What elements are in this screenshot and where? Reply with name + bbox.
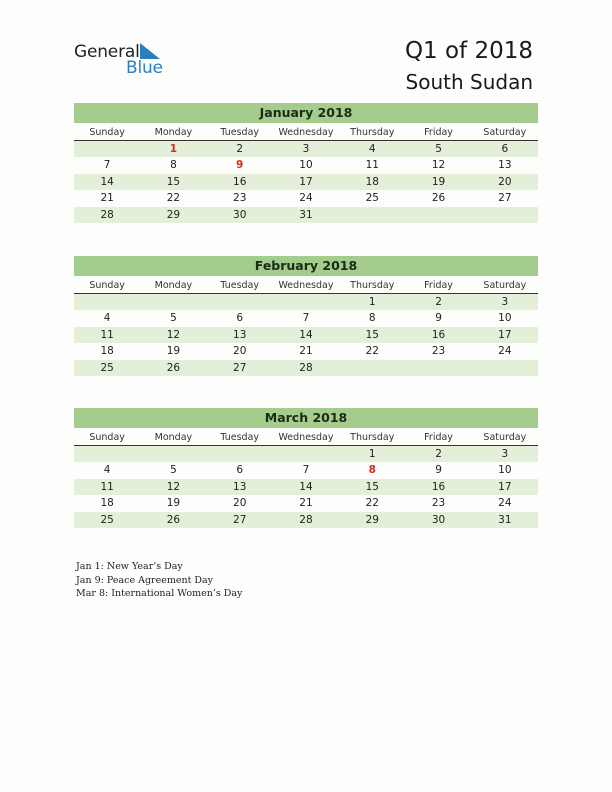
week-row <box>74 207 538 223</box>
weekday-label: Saturday <box>483 432 527 443</box>
day-cell: 15 <box>365 328 379 341</box>
day-cell: 5 <box>435 143 442 155</box>
day-cell: 9 <box>435 312 442 325</box>
day-cell <box>273 446 339 462</box>
day-cell: 31 <box>498 513 512 526</box>
holiday-note: Jan 1: New Year’s Day <box>76 561 183 572</box>
weekday-label: Monday <box>154 127 193 138</box>
month-title: February 2018 <box>74 256 538 276</box>
day-cell: 28 <box>100 208 114 221</box>
logo-word-general: General <box>74 42 140 62</box>
day-cell: 9 <box>435 464 442 477</box>
day-cell: 30 <box>233 208 247 221</box>
day-cell: 16 <box>233 175 247 188</box>
day-cell: 1 <box>368 296 376 308</box>
week-row <box>74 190 538 206</box>
day-cell: 25 <box>100 513 114 526</box>
day-cell <box>472 207 538 223</box>
day-cell: 29 <box>365 513 379 526</box>
week-row <box>74 462 538 478</box>
day-cell: 8 <box>368 464 376 477</box>
day-cell: 5 <box>170 464 177 477</box>
day-cell: 8 <box>368 312 376 325</box>
day-cell: 24 <box>498 497 512 510</box>
day-cell: 6 <box>501 143 509 155</box>
day-cell <box>74 141 140 157</box>
day-cell: 21 <box>299 345 313 358</box>
day-cell <box>405 360 471 376</box>
day-cell: 18 <box>100 497 114 510</box>
week-row <box>74 294 538 310</box>
weekday-label: Monday <box>154 280 193 291</box>
day-cell: 13 <box>233 328 247 341</box>
day-cell: 24 <box>299 192 313 205</box>
day-cell: 10 <box>299 159 313 172</box>
week-row <box>74 157 538 173</box>
day-cell: 23 <box>431 345 446 358</box>
day-cell: 6 <box>236 312 244 325</box>
holiday-notes <box>76 560 242 601</box>
weekday-label: Friday <box>424 280 453 291</box>
day-cell: 28 <box>299 513 313 526</box>
day-cell: 15 <box>365 480 379 493</box>
day-cell: 10 <box>498 312 512 325</box>
day-cell: 14 <box>299 480 313 493</box>
weekday-label: Monday <box>154 432 193 443</box>
week-row <box>74 343 538 359</box>
week-row <box>74 479 538 495</box>
logo-word-blue: Blue <box>126 58 163 78</box>
day-cell: 17 <box>498 328 512 341</box>
day-cell: 12 <box>166 480 181 493</box>
weekday-label: Friday <box>424 432 453 443</box>
day-cell: 18 <box>100 345 114 358</box>
day-cell: 26 <box>166 513 181 526</box>
week-row <box>74 327 538 343</box>
day-cell <box>140 446 206 462</box>
country-name: South Sudan <box>405 70 533 94</box>
logo-triangle-icon <box>140 43 162 59</box>
day-cell: 2 <box>435 296 442 308</box>
page-title: Q1 of 2018 <box>404 38 533 64</box>
weekday-label: Tuesday <box>220 127 260 138</box>
day-cell: 4 <box>368 143 376 155</box>
day-cell: 30 <box>431 513 446 526</box>
day-cell: 5 <box>170 312 177 325</box>
day-cell: 29 <box>166 208 181 221</box>
day-cell: 25 <box>365 192 379 205</box>
month-calendar <box>74 103 538 223</box>
day-cell: 19 <box>431 175 446 188</box>
day-cell: 2 <box>435 448 442 460</box>
weekday-label: Thursday <box>350 127 395 138</box>
day-cell: 1 <box>169 143 178 155</box>
day-cell: 26 <box>431 192 446 205</box>
weekday-label: Sunday <box>89 432 125 443</box>
day-cell: 13 <box>233 480 247 493</box>
week-row <box>74 512 538 528</box>
weekday-header-row <box>74 430 538 446</box>
day-cell <box>273 294 339 310</box>
day-cell: 19 <box>166 497 181 510</box>
week-row <box>74 141 538 157</box>
day-cell: 11 <box>100 480 114 493</box>
day-cell: 11 <box>100 328 114 341</box>
day-cell: 6 <box>236 464 244 477</box>
month-title: March 2018 <box>74 408 538 428</box>
day-cell <box>207 294 273 310</box>
day-cell: 12 <box>431 159 446 172</box>
weekday-label: Thursday <box>350 432 395 443</box>
week-row <box>74 495 538 511</box>
generalblue-logo <box>74 42 174 82</box>
day-cell: 22 <box>365 345 379 358</box>
day-cell: 20 <box>233 345 247 358</box>
day-cell: 1 <box>368 448 376 460</box>
day-cell: 4 <box>103 464 111 477</box>
weekday-label: Thursday <box>350 280 395 291</box>
day-cell: 20 <box>498 175 512 188</box>
day-cell: 25 <box>100 361 114 374</box>
month-calendar <box>74 408 538 528</box>
day-cell: 27 <box>233 361 247 374</box>
weekday-label: Friday <box>424 127 453 138</box>
day-cell <box>405 207 471 223</box>
week-row <box>74 360 538 376</box>
day-cell: 7 <box>103 159 111 172</box>
day-cell: 16 <box>431 480 446 493</box>
day-cell: 7 <box>302 312 310 325</box>
weekday-label: Saturday <box>483 127 527 138</box>
day-cell: 2 <box>236 143 244 155</box>
holiday-note: Jan 9: Peace Agreement Day <box>76 574 214 586</box>
holiday-note: Mar 8: International Women’s Day <box>76 588 243 599</box>
weekday-header-row <box>74 278 538 294</box>
day-cell: 11 <box>365 159 379 172</box>
weekday-label: Tuesday <box>220 432 260 443</box>
weekday-label: Wednesday <box>278 280 334 291</box>
weekday-label: Wednesday <box>278 432 334 443</box>
weekday-label: Saturday <box>483 280 527 291</box>
day-cell: 23 <box>431 497 446 510</box>
day-cell: 28 <box>299 361 313 374</box>
day-cell: 14 <box>100 175 114 188</box>
month-calendar <box>74 256 538 376</box>
weekday-label: Sunday <box>89 280 125 291</box>
day-cell <box>140 294 206 310</box>
day-cell: 16 <box>431 328 446 341</box>
month-title: January 2018 <box>74 103 538 123</box>
day-cell: 3 <box>501 448 509 460</box>
day-cell: 10 <box>498 464 512 477</box>
day-cell: 18 <box>365 175 379 188</box>
day-cell <box>74 294 140 310</box>
day-cell: 3 <box>501 296 509 308</box>
day-cell: 17 <box>498 480 512 493</box>
day-cell: 4 <box>103 312 111 325</box>
day-cell: 3 <box>302 143 310 155</box>
day-cell: 8 <box>170 159 177 172</box>
day-cell: 13 <box>498 159 512 172</box>
weekday-label: Wednesday <box>278 127 334 138</box>
weekday-header-row <box>74 125 538 141</box>
day-cell: 27 <box>233 513 247 526</box>
day-cell <box>472 360 538 376</box>
day-cell: 26 <box>166 361 181 374</box>
week-row <box>74 174 538 190</box>
weekday-label: Tuesday <box>220 280 260 291</box>
day-cell: 15 <box>166 175 181 188</box>
day-cell: 24 <box>498 345 512 358</box>
day-cell: 12 <box>166 328 181 341</box>
day-cell: 7 <box>302 464 310 477</box>
weekday-label: Sunday <box>89 127 125 138</box>
day-cell <box>207 446 273 462</box>
day-cell: 21 <box>100 192 114 205</box>
day-cell <box>74 446 140 462</box>
day-cell: 14 <box>299 328 313 341</box>
day-cell: 23 <box>233 192 247 205</box>
week-row <box>74 310 538 326</box>
day-cell: 22 <box>166 192 181 205</box>
day-cell: 17 <box>299 175 313 188</box>
day-cell: 31 <box>299 208 313 221</box>
day-cell: 27 <box>498 192 512 205</box>
day-cell <box>339 360 405 376</box>
day-cell: 20 <box>233 497 247 510</box>
day-cell: 19 <box>166 345 181 358</box>
day-cell: 9 <box>236 159 244 172</box>
day-cell: 22 <box>365 497 379 510</box>
week-row <box>74 446 538 462</box>
day-cell: 21 <box>299 497 313 510</box>
day-cell <box>339 207 405 223</box>
